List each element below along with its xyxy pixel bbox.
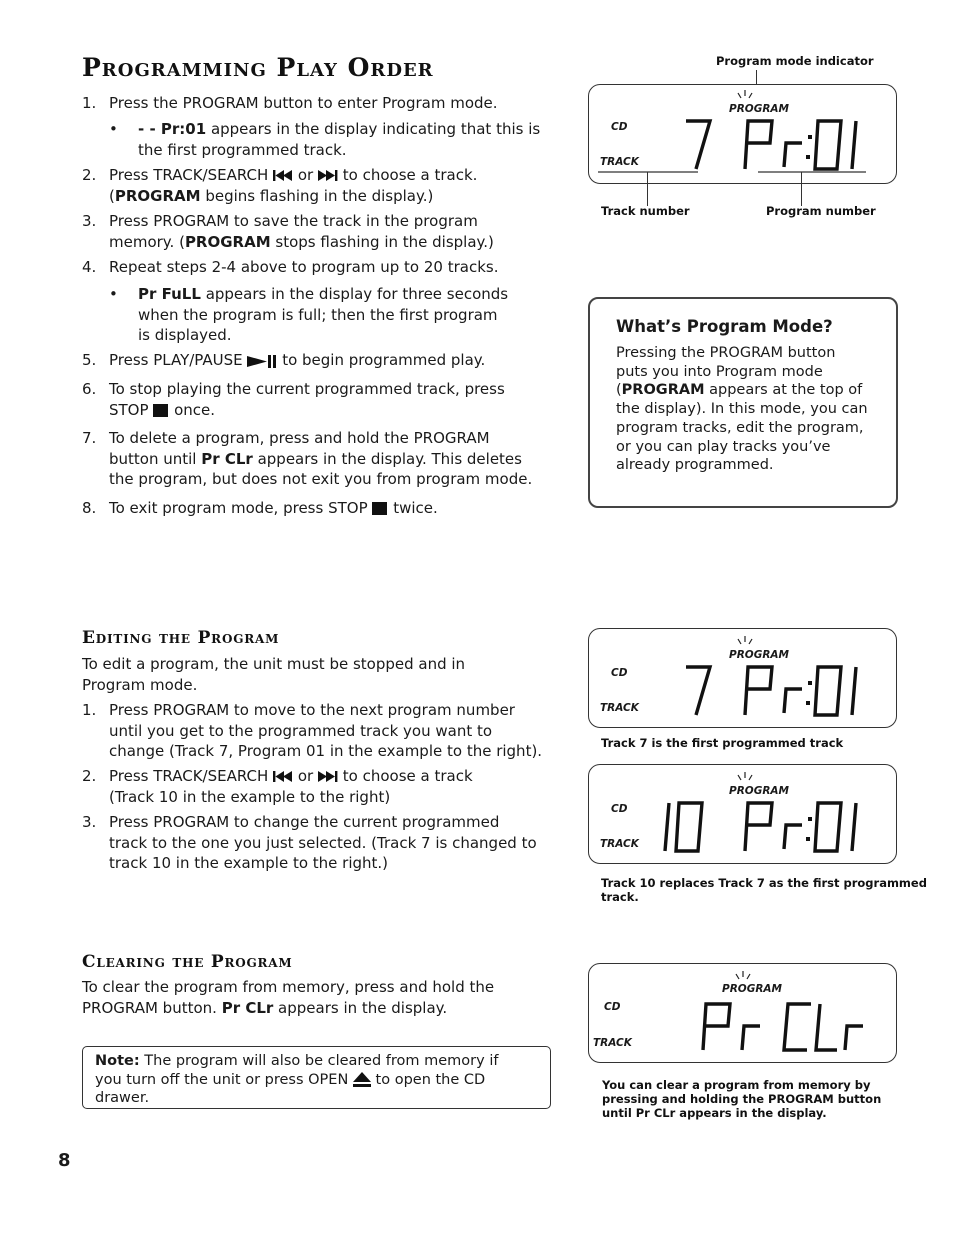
program-number-label: Program number bbox=[766, 204, 876, 218]
cd-indicator: CD bbox=[611, 803, 628, 815]
play-pause-icon bbox=[247, 353, 277, 369]
segment-readout bbox=[701, 1000, 871, 1054]
segment-readout bbox=[659, 799, 864, 855]
lcd-underline bbox=[598, 170, 888, 174]
display-4-caption: You can clear a program from memory by pressing and holding the PROGRAM button until Pr CLr appears in the display. bbox=[602, 1078, 882, 1120]
track-number-leader bbox=[647, 172, 648, 206]
eject-icon bbox=[353, 1072, 371, 1088]
program-number-leader bbox=[801, 172, 802, 206]
program-indicator: PROGRAM bbox=[729, 649, 789, 661]
track-indicator: TRACK bbox=[600, 702, 639, 714]
stop-icon bbox=[153, 404, 169, 417]
sidebar-body: Pressing the PROGRAM button puts you into Program mode (PROGRAM appears at the top of the display). In this mode, you can program tracks, edit the program, or you can play tracks you’ve already programmed. bbox=[616, 345, 868, 474]
program-steps: 1. Press the PROGRAM button to enter Program mode. • - - Pr:01 appears in the display indicating that this is the first programmed track. 2. Press TRACK/SEARCH or to choose a track. (PROGRAM begins flashing in the display.) 3. Press PROGRAM to save the track in the program memory. (PROGRAM stops flashing in the display.) 4. Repeat steps 2-4 above to program up to 20 tracks. • Pr FuLL appears in the display for three seconds when the program is full; then the first program is displayed. 5. Press PLAY/PAUSE to begin programmed play. 6. To stop playing the current programmed track, press STOP once. 7. To delete a program, press and hold the PROGRAM button until Pr CLr appears in the display. This deletes the program, but does not exit you from program mode. 8. To exit program mode, press STOP twice. bbox=[82, 94, 541, 517]
segment-readout bbox=[684, 117, 864, 173]
lcd-display-3 bbox=[588, 764, 897, 864]
sidebar-title: What’s Program Mode? bbox=[616, 317, 833, 336]
page-title: Programming Play Order bbox=[82, 53, 434, 82]
flash-indicator-icon bbox=[733, 970, 753, 984]
flash-indicator-icon bbox=[735, 89, 755, 103]
track-number-label: Track number bbox=[601, 204, 690, 218]
cd-indicator: CD bbox=[611, 121, 628, 133]
program-indicator: PROGRAM bbox=[729, 103, 789, 115]
display-2-caption: Track 7 is the first programmed track bbox=[601, 736, 844, 750]
previous-track-icon bbox=[273, 168, 293, 183]
next-track-icon bbox=[318, 769, 338, 784]
note-box: Note: The program will also be cleared from memory if you turn off the unit or press OPEN to open the CD drawer. bbox=[82, 1046, 551, 1109]
clearing-body: To clear the program from memory, press and hold the PROGRAM button. Pr CLr appears in the display. bbox=[82, 978, 495, 1017]
lcd-display-2 bbox=[588, 628, 897, 728]
stop-icon bbox=[372, 502, 388, 515]
cd-indicator: CD bbox=[604, 1001, 621, 1013]
flash-indicator-icon bbox=[735, 771, 755, 785]
track-indicator: TRACK bbox=[600, 838, 639, 850]
segment-readout bbox=[684, 663, 864, 719]
clearing-heading: Clearing the Program bbox=[82, 952, 293, 972]
previous-track-icon bbox=[273, 769, 293, 784]
next-track-icon bbox=[318, 168, 338, 183]
whats-program-mode-box bbox=[588, 297, 898, 508]
lcd-display-4 bbox=[588, 963, 897, 1063]
display-3-caption: Track 10 replaces Track 7 as the first programmed track. bbox=[601, 876, 927, 904]
editing-body: To edit a program, the unit must be stopped and in Program mode. 1. Press PROGRAM to move to the next program number until you get to the programmed track you want to change (Track 7, Program 01 in the example to the right). 2. Press TRACK/SEARCH or to choose a track (Track 10 in the example to the right) 3. Press PROGRAM to change the current programmed track to the one you just selected. (Track 7 is changed to track 10 in the example to the right.) bbox=[82, 655, 543, 872]
flash-indicator-icon bbox=[735, 635, 755, 649]
program-indicator: PROGRAM bbox=[722, 983, 782, 995]
track-indicator: TRACK bbox=[600, 156, 639, 168]
page-number: 8 bbox=[58, 1150, 71, 1171]
lcd-display-1 bbox=[588, 84, 897, 184]
cd-indicator: CD bbox=[611, 667, 628, 679]
track-indicator: TRACK bbox=[593, 1037, 632, 1049]
editing-heading: Editing the Program bbox=[82, 628, 280, 648]
program-indicator: PROGRAM bbox=[729, 785, 789, 797]
program-mode-indicator-label: Program mode indicator bbox=[716, 54, 874, 68]
